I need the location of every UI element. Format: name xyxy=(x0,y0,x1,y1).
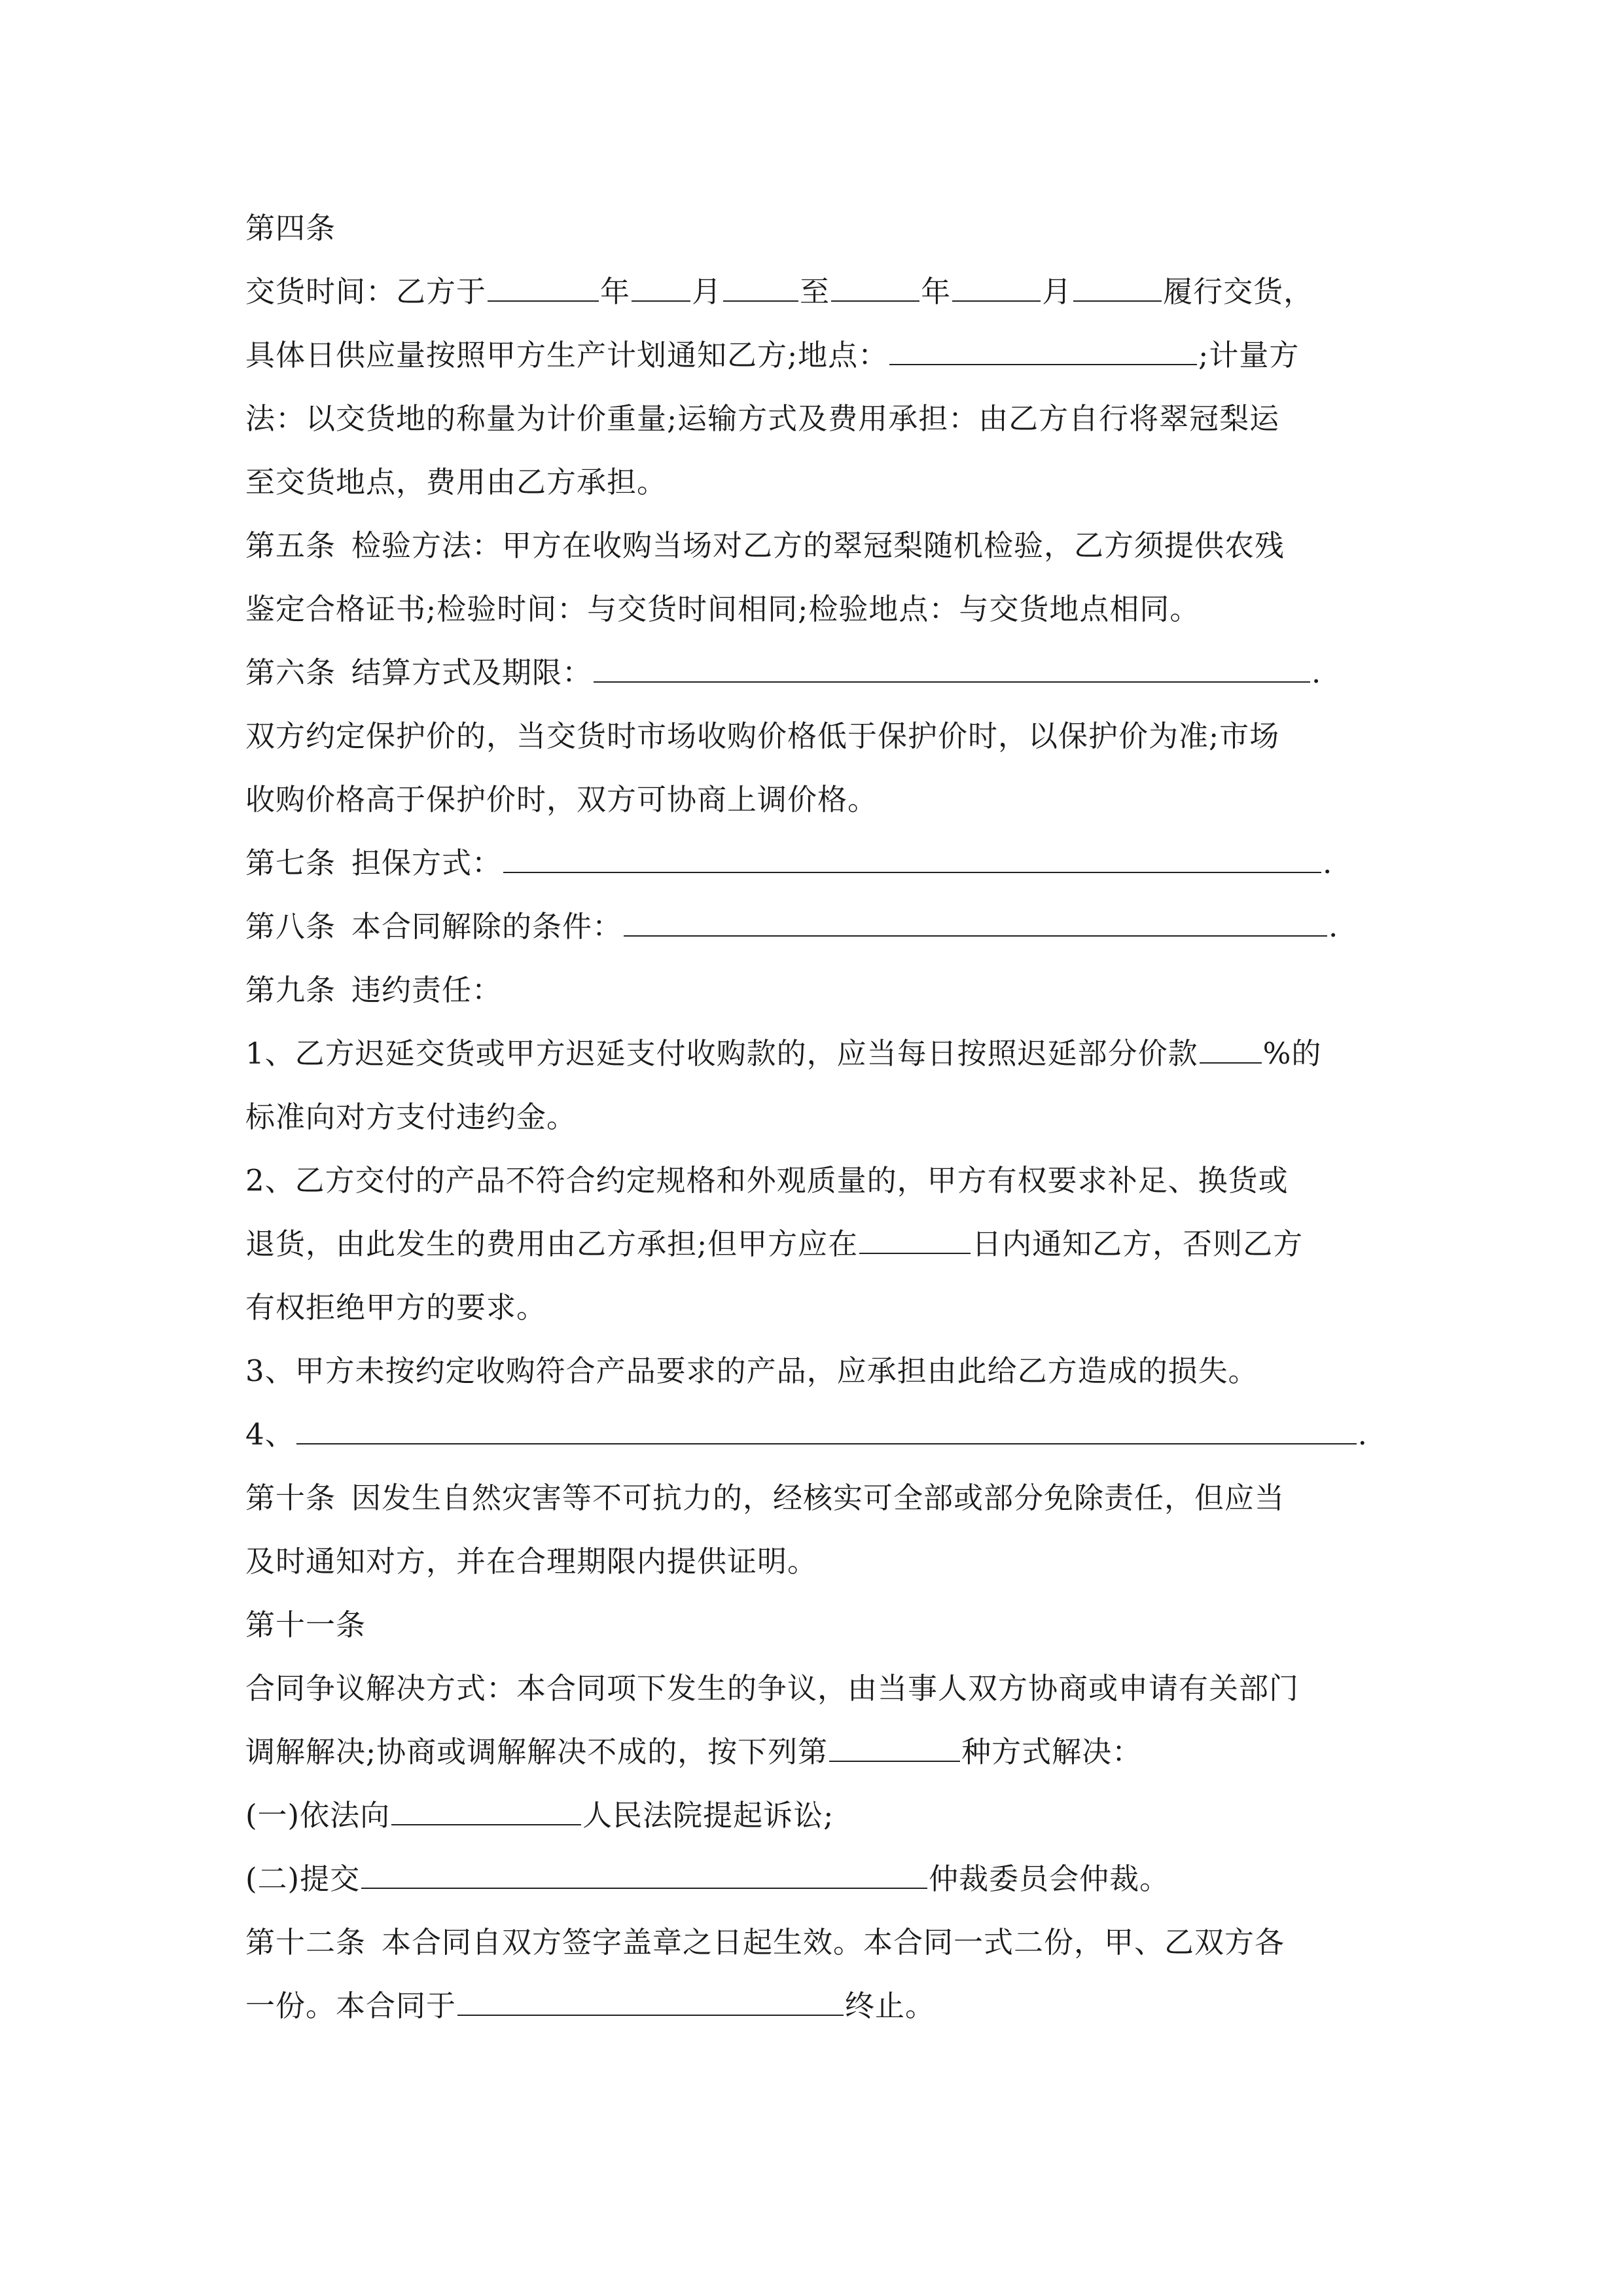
blank-start-year[interactable] xyxy=(488,260,599,302)
article-7-line: 第七条 担保方式： . xyxy=(245,831,1384,895)
liability-item-4: 4、 . xyxy=(245,1403,1384,1466)
liability-item-2-cont: 退货，由此发生的费用由乙方承担;但甲方应在 日内通知乙方，否则乙方 xyxy=(245,1212,1384,1276)
protection-price-line-1: 双方约定保护价的，当交货时市场收购价格低于保护价时，以保护价为准;市场 xyxy=(245,719,1280,753)
article-6-line: 第六条 结算方式及期限： . xyxy=(245,641,1384,704)
blank-termination-conditions[interactable] xyxy=(624,895,1327,937)
article-5-line: 第五条 检验方法：甲方在收购当场对乙方的翠冠梨随机检验，乙方须提供农残 xyxy=(245,528,1285,563)
liability-item-3: 3、甲方未按约定收购符合产品要求的产品，应承担由此给乙方造成的损失。 xyxy=(245,1354,1258,1388)
dispute-option-1: (一)依法向 人民法院提起诉讼; xyxy=(245,1784,1384,1847)
liability-item-1-cont: 标准向对方支付违约金。 xyxy=(245,1100,577,1134)
article-9-line: 第九条 违约责任： xyxy=(245,973,503,1007)
blank-start-day[interactable] xyxy=(723,260,798,302)
blank-dispute-option[interactable] xyxy=(829,1720,960,1762)
delivery-location-line: 具体日供应量按照甲方生产计划通知乙方;地点： ;计量方 xyxy=(245,323,1384,387)
article-11-heading: 第十一条 xyxy=(245,1607,366,1642)
liability-item-1: 1、乙方迟延交货或甲方迟延支付收购款的，应当每日按照迟延部分价款 %的 xyxy=(245,1022,1384,1085)
protection-price-line-2: 收购价格高于保护价时，双方可协商上调价格。 xyxy=(245,782,878,817)
blank-liability-item-4[interactable] xyxy=(296,1403,1357,1444)
liability-item-2: 2、乙方交付的产品不符合约定规格和外观质量的，甲方有权要求补足、换货或 xyxy=(245,1163,1289,1198)
blank-guarantee-method[interactable] xyxy=(503,831,1321,873)
article-8-line: 第八条 本合同解除的条件： . xyxy=(245,895,1384,958)
dispute-option-2: (二)提交 仲裁委员会仲裁。 xyxy=(245,1847,1384,1910)
article-10-line: 第十条 因发生自然灾害等不可抗力的，经核实可全部或部分免除责任，但应当 xyxy=(245,1480,1285,1515)
blank-end-year[interactable] xyxy=(831,260,919,302)
blank-settlement-method[interactable] xyxy=(594,641,1310,683)
measurement-line: 法：以交货地的称量为计价重量;运输方式及费用承担：由乙方自行将翠冠梨运 xyxy=(245,401,1280,436)
dispute-method-line: 调解解决;协商或调解解决不成的，按下列第 种方式解决： xyxy=(245,1720,1384,1784)
article-10-cont: 及时通知对方，并在合理期限内提供证明。 xyxy=(245,1544,818,1579)
blank-court-name[interactable] xyxy=(391,1784,581,1825)
dispute-resolution-line: 合同争议解决方式：本合同项下发生的争议，由当事人双方协商或申请有关部门 xyxy=(245,1671,1300,1706)
blank-end-day[interactable] xyxy=(1073,260,1162,302)
blank-start-month[interactable] xyxy=(632,260,690,302)
liability-item-2-end: 有权拒绝甲方的要求。 xyxy=(245,1290,547,1325)
inspection-detail-line: 鉴定合格证书;检验时间：与交货时间相同;检验地点：与交货地点相同。 xyxy=(245,592,1200,626)
blank-penalty-percent[interactable] xyxy=(1200,1022,1262,1064)
delivery-time-line: 交货时间：乙方于 年 月 至 年 月 履行交货， xyxy=(245,260,1384,323)
blank-end-month[interactable] xyxy=(952,260,1041,302)
transport-cost-line: 至交货地点，费用由乙方承担。 xyxy=(245,465,668,499)
blank-arbitration-committee[interactable] xyxy=(361,1847,927,1889)
contract-page xyxy=(245,196,1384,2037)
article-4-heading: 第四条 xyxy=(245,211,336,245)
blank-termination-date[interactable] xyxy=(457,1974,844,2016)
article-12-line: 第十二条 本合同自双方签字盖章之日起生效。本合同一式二份，甲、乙双方各 xyxy=(245,1925,1285,1960)
article-12-cont: 一份。本合同于 终止。 xyxy=(245,1974,1384,2037)
blank-delivery-location[interactable] xyxy=(889,323,1197,365)
blank-notice-days[interactable] xyxy=(859,1212,971,1254)
